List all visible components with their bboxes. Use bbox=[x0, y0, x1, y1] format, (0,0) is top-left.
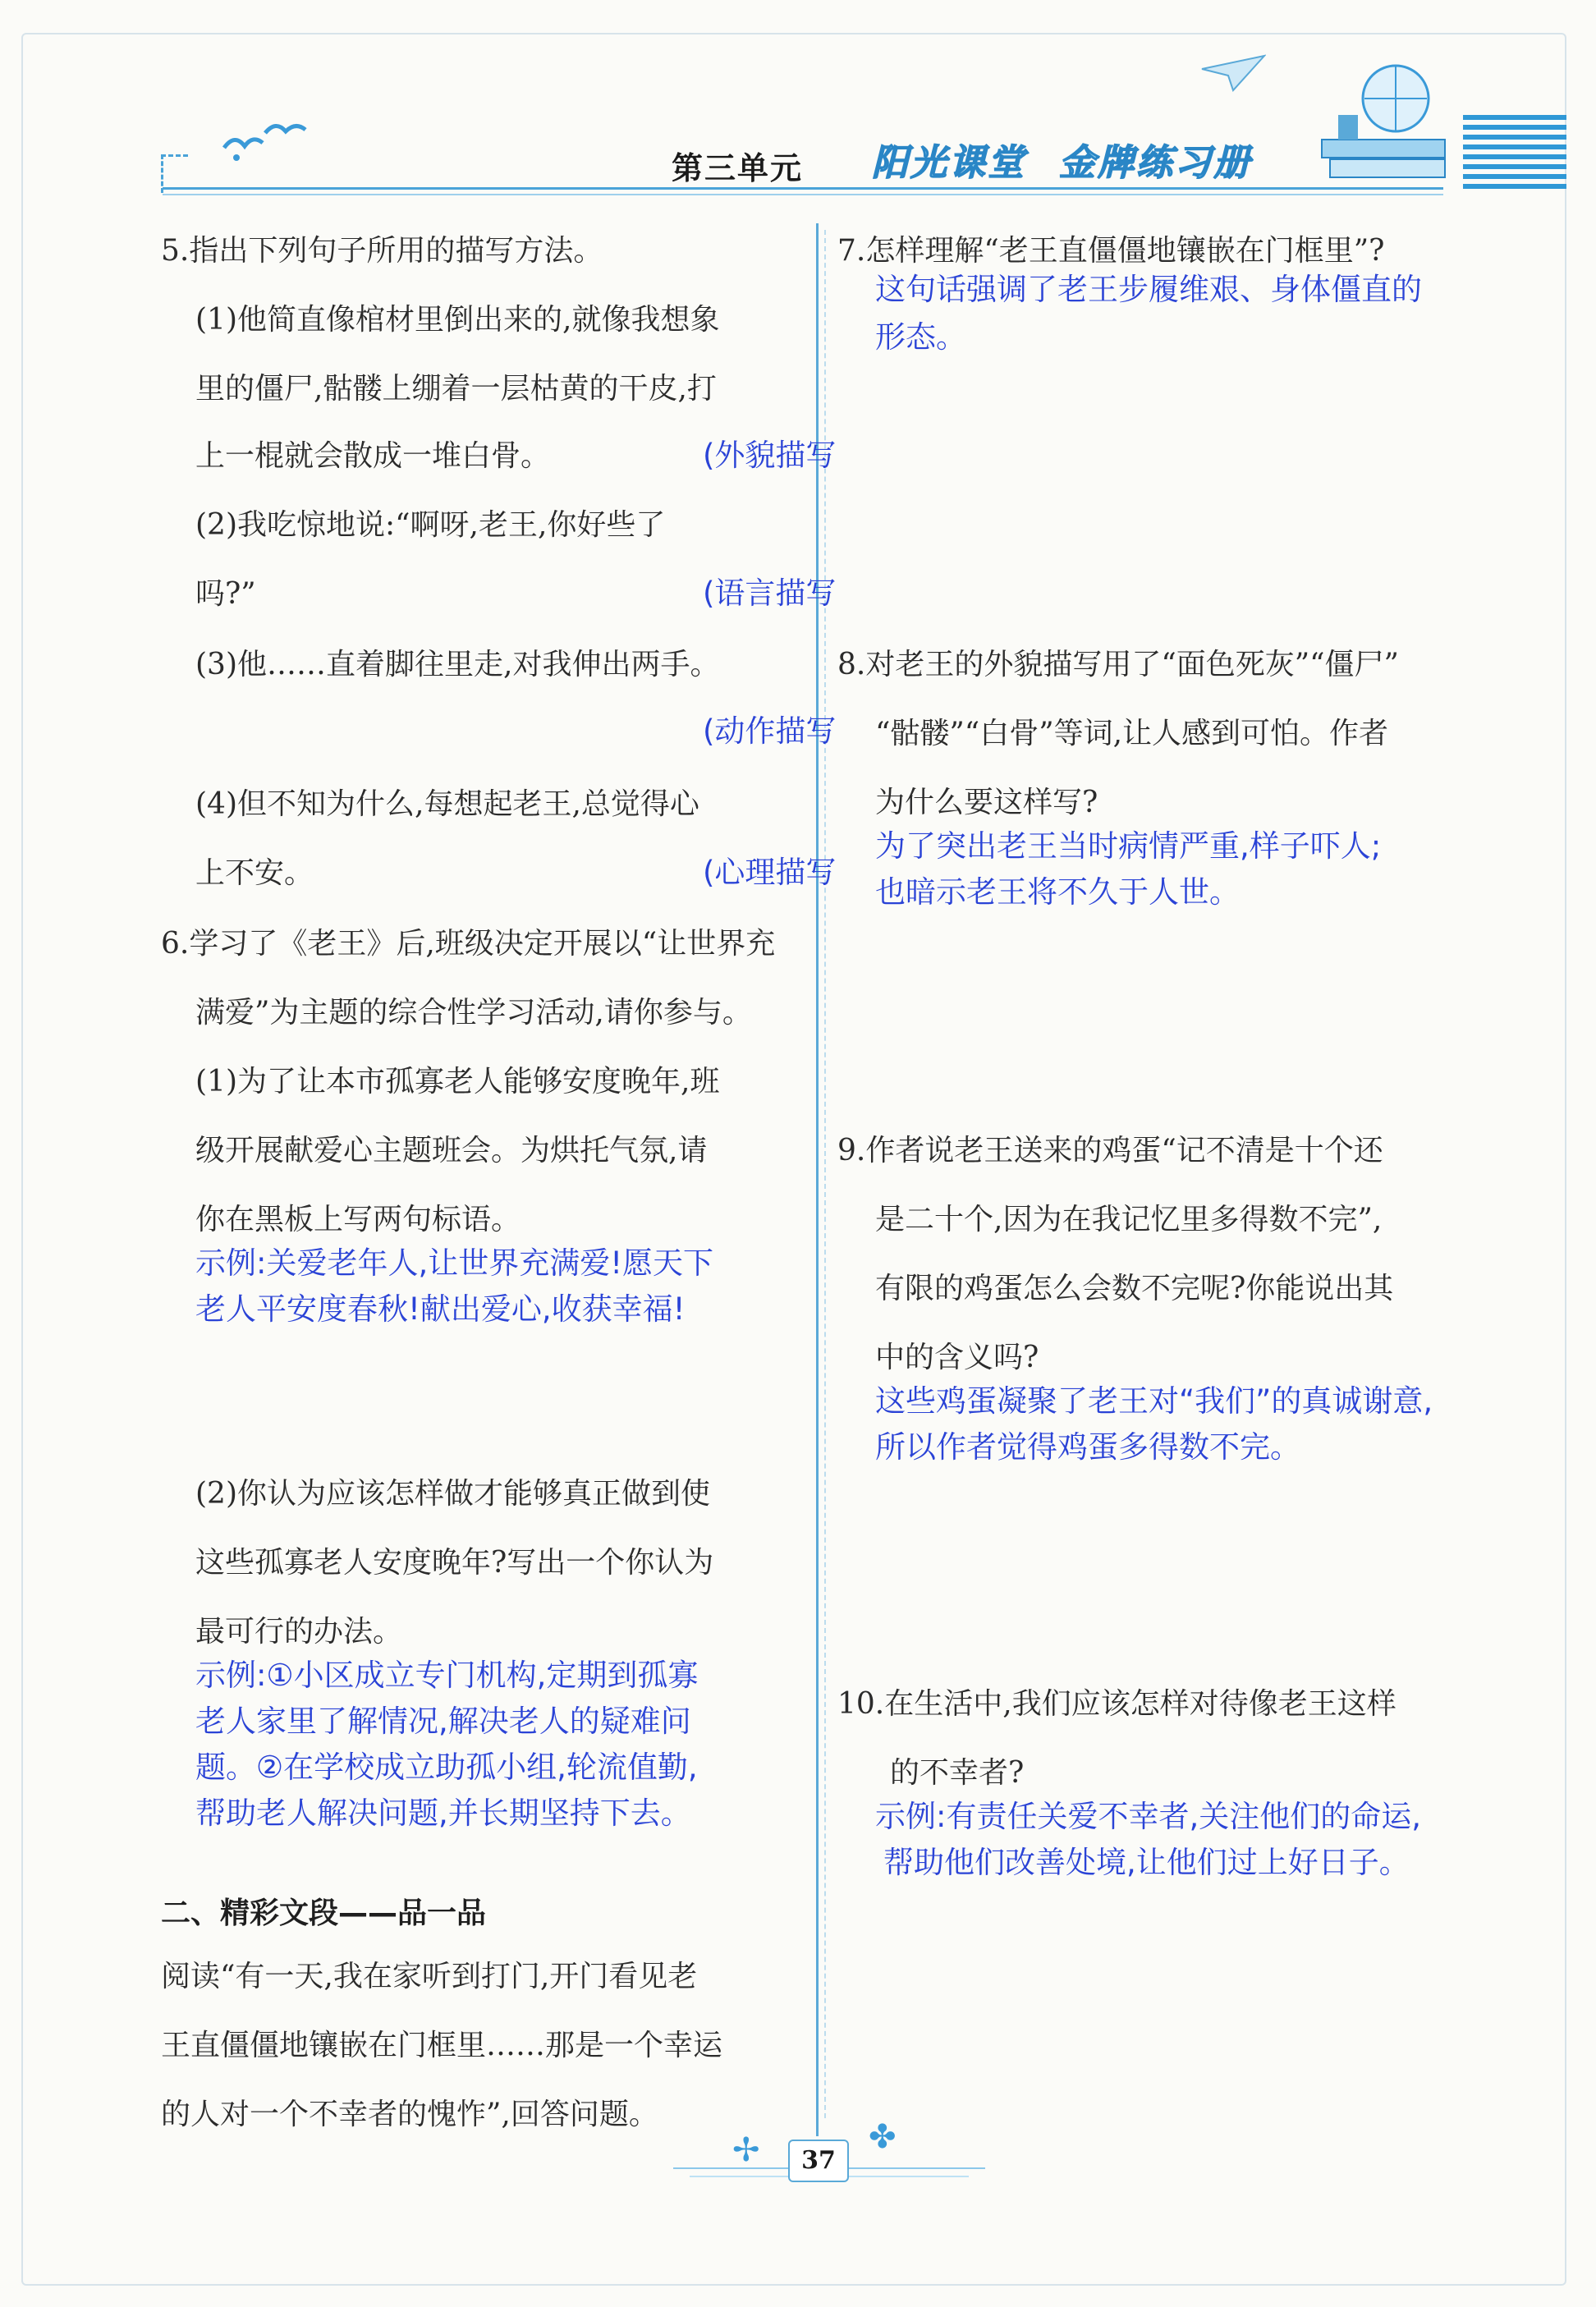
q6-answer2-line3: 题。②在学校成立助孤小组,轮流值勤, bbox=[195, 1750, 698, 1785]
books-globe-icon bbox=[1305, 49, 1453, 189]
pinwheel-icon: ✤ bbox=[869, 2118, 897, 2156]
q7-answer-line1: 这句话强调了老王步履维艰、身体僵直的 bbox=[875, 272, 1422, 307]
q7-stem: 7.怎样理解“老王直僵僵地镶嵌在门框里”? bbox=[837, 234, 1385, 268]
q5-answer1: (外貌描写 bbox=[703, 438, 837, 473]
q5-s1-line3: 上一棍就会散成一堆白骨。 bbox=[195, 439, 551, 473]
q5-answer4: (心理描写 bbox=[703, 855, 837, 890]
reading-line1: 阅读“有一天,我在家听到打门,开门看见老 bbox=[161, 1960, 698, 1993]
column-divider bbox=[816, 223, 819, 2136]
q7-answer-line2: 形态。 bbox=[875, 319, 966, 355]
q5-stem: 5.指出下列句子所用的描写方法。 bbox=[161, 234, 603, 268]
q5-s2-line2: 吗?” bbox=[195, 577, 256, 611]
q5-s4-line2: 上不安。 bbox=[195, 856, 314, 890]
q6-line1: 6.学习了《老王》后,班级决定开展以“让世界充 bbox=[161, 927, 776, 961]
q8-line1: 8.对老王的外貌描写用了“面色死灰”“僵尸” bbox=[837, 648, 1399, 681]
q5-answer2: (语言描写 bbox=[703, 576, 837, 611]
star-icon: ✢ bbox=[732, 2131, 760, 2169]
q5-s1-line2: 里的僵尸,骷髅上绷着一层枯黄的干皮,打 bbox=[195, 372, 717, 406]
brand-right: 金牌练习册 bbox=[1059, 142, 1252, 184]
brand-left: 阳光课堂 bbox=[872, 142, 1026, 184]
header-line-secondary bbox=[163, 194, 1443, 195]
q10-line1: 10.在生活中,我们应该怎样对待像老王这样 bbox=[837, 1687, 1396, 1721]
q9-line2: 是二十个,因为在我记忆里多得数不完”, bbox=[875, 1203, 1383, 1236]
reading-line2: 王直僵僵地镶嵌在门框里……那是一个幸运 bbox=[161, 2029, 723, 2062]
q10-line2: 的不幸者? bbox=[890, 1756, 1025, 1790]
birds-icon bbox=[220, 115, 310, 164]
q6-p1-line1: (1)为了让本市孤寡老人能够安度晚年,班 bbox=[195, 1065, 720, 1098]
q9-line1: 9.作者说老王送来的鸡蛋“记不清是十个还 bbox=[837, 1134, 1383, 1167]
reading-line3: 的人对一个不幸者的愧怍”,回答问题。 bbox=[161, 2098, 658, 2131]
q10-answer-line2: 帮助他们改善处境,让他们过上好日子。 bbox=[883, 1845, 1410, 1880]
unit-title: 第三单元 bbox=[672, 150, 804, 186]
q10-answer-line1: 示例:有责任关爱不幸者,关注他们的命运, bbox=[875, 1799, 1421, 1834]
q9-line3: 有限的鸡蛋怎么会数不完呢?你能说出其 bbox=[875, 1272, 1394, 1305]
q6-p1-line2: 级开展献爱心主题班会。为烘托气氛,请 bbox=[195, 1134, 708, 1167]
q8-line3: 为什么要这样写? bbox=[875, 786, 1098, 819]
paper-plane-icon bbox=[1200, 53, 1266, 94]
q8-answer-line1: 为了突出老王当时病情严重,样子吓人; bbox=[875, 828, 1382, 864]
q5-s1-line1: (1)他简直像棺材里倒出来的,就像我想象 bbox=[195, 303, 720, 337]
q8-answer-line2: 也暗示老王将不久于人世。 bbox=[875, 874, 1240, 910]
page-number: 37 bbox=[788, 2140, 849, 2182]
q6-answer2-line2: 老人家里了解情况,解决老人的疑难问 bbox=[195, 1704, 691, 1739]
q6-answer1-line2: 老人平安度春秋!献出爱心,收获幸福! bbox=[195, 1291, 686, 1327]
q9-answer-line1: 这些鸡蛋凝聚了老王对“我们”的真诚谢意, bbox=[875, 1383, 1433, 1419]
q6-line2: 满爱”为主题的综合性学习活动,请你参与。 bbox=[195, 996, 752, 1030]
q6-p2-line3: 最可行的办法。 bbox=[195, 1615, 403, 1649]
q5-s4-line1: (4)但不知为什么,每想起老王,总觉得心 bbox=[195, 787, 699, 821]
q6-answer1-line1: 示例:关爱老年人,让世界充满爱!愿天下 bbox=[195, 1245, 714, 1281]
q6-answer2-line4: 帮助老人解决问题,并长期坚持下去。 bbox=[195, 1796, 691, 1831]
q6-p1-line3: 你在黑板上写两句标语。 bbox=[195, 1203, 521, 1236]
q5-s2-line1: (2)我吃惊地说:“啊呀,老王,你好些了 bbox=[195, 508, 666, 542]
brand-title bbox=[872, 133, 1252, 186]
header-stripes bbox=[1463, 115, 1566, 197]
q6-p2-line1: (2)你认为应该怎样做才能够真正做到使 bbox=[195, 1477, 710, 1511]
q6-p2-line2: 这些孤寡老人安度晚年?写出一个你认为 bbox=[195, 1546, 714, 1580]
q8-line2: “骷髅”“白骨”等词,让人感到可怕。作者 bbox=[875, 717, 1389, 750]
q5-answer3: (动作描写 bbox=[703, 713, 837, 749]
q6-answer2-line1: 示例:①小区成立专门机构,定期到孤寡 bbox=[195, 1658, 699, 1693]
q9-answer-line2: 所以作者觉得鸡蛋多得数不完。 bbox=[875, 1429, 1300, 1465]
column-divider-dashed bbox=[824, 230, 826, 2118]
q9-line4: 中的含义吗? bbox=[875, 1341, 1039, 1374]
section-heading: 二、精彩文段——品一品 bbox=[161, 1897, 487, 1930]
q5-s3-line1: (3)他……直着脚往里走,对我伸出两手。 bbox=[195, 648, 720, 681]
